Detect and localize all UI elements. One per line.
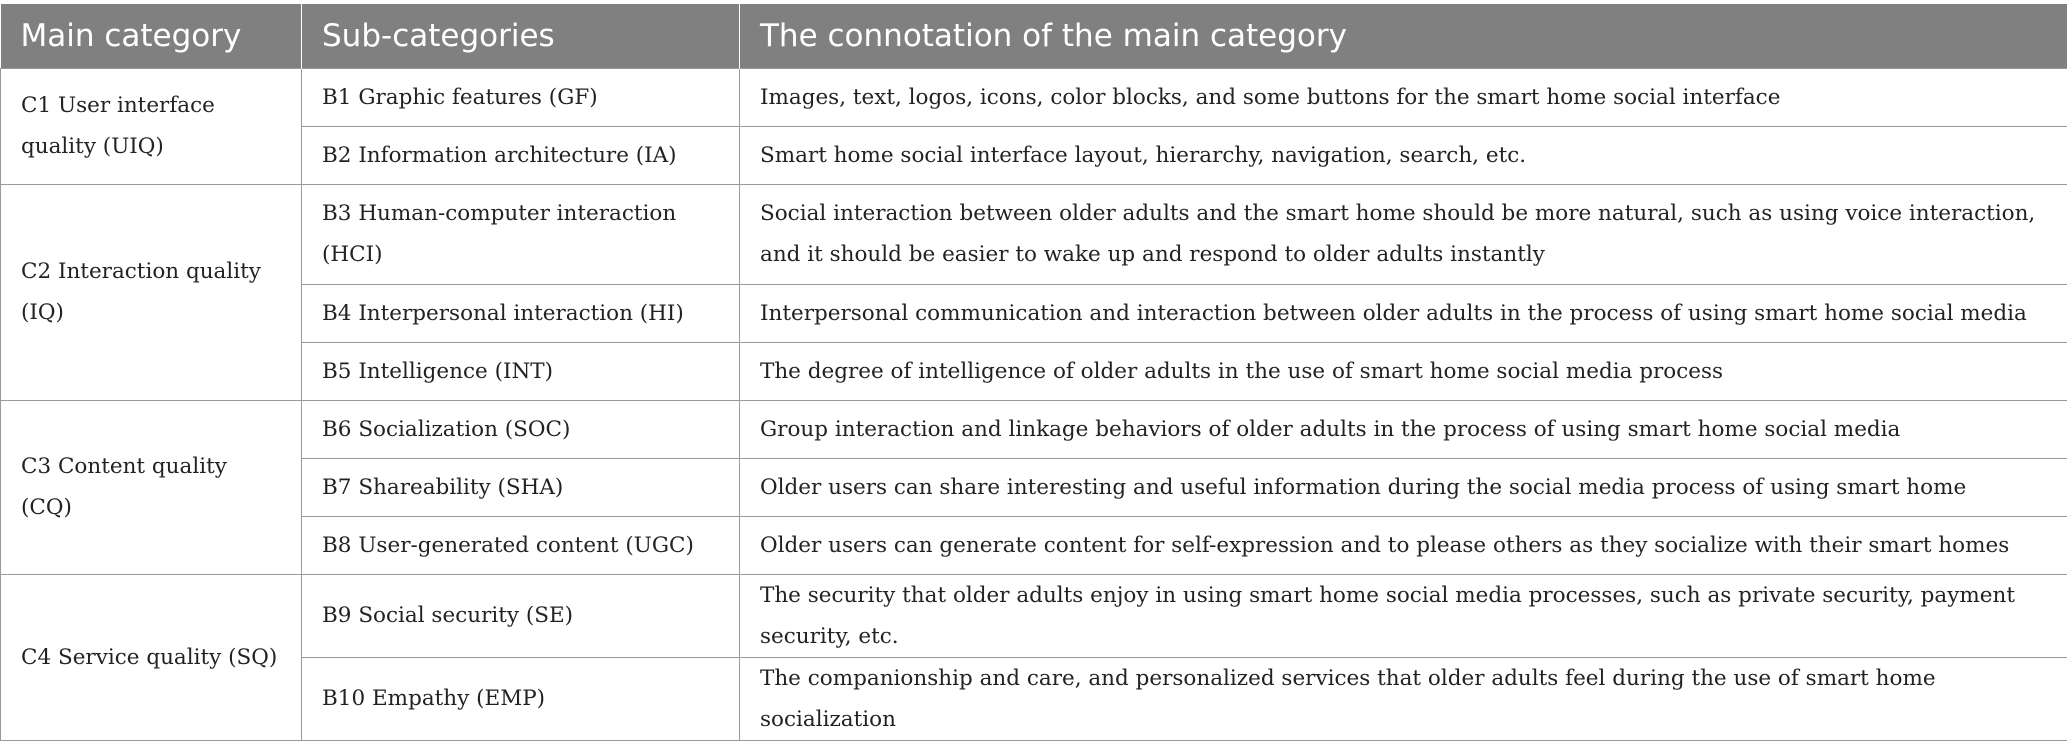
sub-category-cell: B4 Interpersonal interaction (HI) bbox=[302, 284, 740, 342]
connotation-cell: Images, text, logos, icons, color blocks, and some buttons for the smart home social interface bbox=[740, 68, 2067, 126]
table-row bbox=[1, 458, 2067, 516]
sub-category-cell: B9 Social security (SE) bbox=[302, 574, 740, 657]
table-row bbox=[1, 184, 2067, 284]
category-table-container bbox=[0, 4, 2067, 741]
table-row bbox=[1, 342, 2067, 400]
connotation-cell: The companionship and care, and personalized services that older adults feel during the use of smart home socialization bbox=[740, 657, 2067, 740]
sub-category-cell: B8 User-generated content (UGC) bbox=[302, 516, 740, 574]
sub-category-cell: B5 Intelligence (INT) bbox=[302, 342, 740, 400]
sub-category-cell: B7 Shareability (SHA) bbox=[302, 458, 740, 516]
main-category-cell: C2 Interaction quality (IQ) bbox=[1, 184, 302, 400]
table-row bbox=[1, 516, 2067, 574]
sub-category-cell: B10 Empathy (EMP) bbox=[302, 657, 740, 740]
table-row bbox=[1, 574, 2067, 657]
table-row bbox=[1, 68, 2067, 126]
table-row bbox=[1, 284, 2067, 342]
main-category-cell: C4 Service quality (SQ) bbox=[1, 574, 302, 740]
table-header bbox=[1, 4, 2067, 68]
sub-category-cell: B2 Information architecture (IA) bbox=[302, 126, 740, 184]
main-category-cell: C3 Content quality (CQ) bbox=[1, 400, 302, 574]
category-table bbox=[0, 4, 2067, 741]
connotation-cell: Smart home social interface layout, hierarchy, navigation, search, etc. bbox=[740, 126, 2067, 184]
main-category-cell: C1 User interface quality (UIQ) bbox=[1, 68, 302, 184]
connotation-cell: Social interaction between older adults and the smart home should be more natural, such as using voice interaction, and it should be easier to wake up and respond to older adults instantly bbox=[740, 184, 2067, 284]
table-row bbox=[1, 400, 2067, 458]
connotation-cell: Interpersonal communication and interaction between older adults in the process of using smart home social media bbox=[740, 284, 2067, 342]
connotation-cell: Older users can share interesting and useful information during the social media process of using smart home bbox=[740, 458, 2067, 516]
header-sub-categories: Sub-categories bbox=[302, 4, 740, 68]
connotation-cell: Older users can generate content for self-expression and to please others as they socialize with their smart homes bbox=[740, 516, 2067, 574]
connotation-cell: The degree of intelligence of older adults in the use of smart home social media process bbox=[740, 342, 2067, 400]
sub-category-cell: B1 Graphic features (GF) bbox=[302, 68, 740, 126]
connotation-cell: The security that older adults enjoy in using smart home social media processes, such as private security, payment security, etc. bbox=[740, 574, 2067, 657]
connotation-cell: Group interaction and linkage behaviors of older adults in the process of using smart home social media bbox=[740, 400, 2067, 458]
header-main-category: Main category bbox=[1, 4, 302, 68]
sub-category-cell: B6 Socialization (SOC) bbox=[302, 400, 740, 458]
header-row bbox=[1, 4, 2067, 68]
table-body bbox=[1, 68, 2067, 740]
sub-category-cell: B3 Human-computer interaction (HCI) bbox=[302, 184, 740, 284]
table-row bbox=[1, 657, 2067, 740]
header-connotation: The connotation of the main category bbox=[740, 4, 2067, 68]
table-row bbox=[1, 126, 2067, 184]
